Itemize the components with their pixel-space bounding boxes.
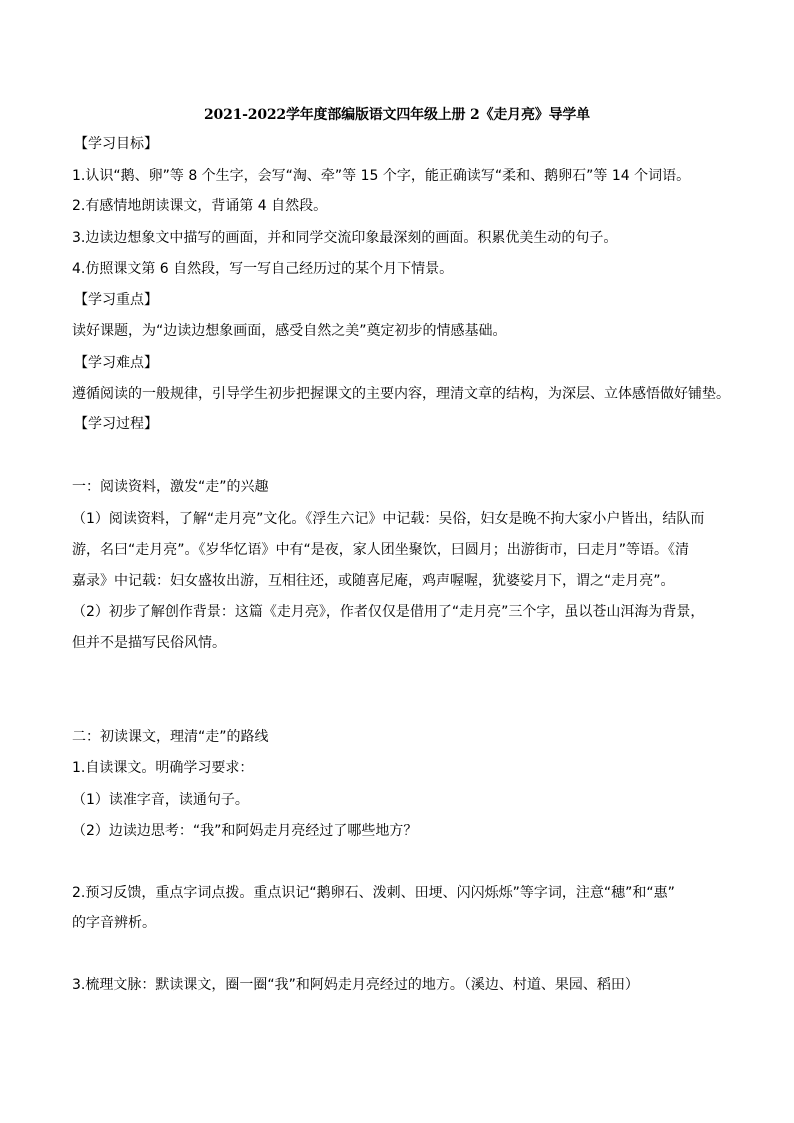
section-two-item-1-sub-2: （2）边读边思考：“我”和阿妈走月亮经过了哪些地方？ [72,823,418,839]
section-two-item-2-line-1: 2.预习反馈，重点字词点拨。重点识记“鹅卵石、泼刺、田埂、闪闪烁烁”等字词，注意“穗”和“惠” [72,885,675,901]
goal-item-4: 4.仿照课文第 6 自然段，写一写自己经历过的某个月下情景。 [72,261,454,277]
heading-difficulties: 【学习难点】 [74,355,158,371]
section-one-para-2-line-2: 但并不是描写民俗风情。 [72,635,226,651]
goal-item-3: 3.边读边想象文中描写的画面，并和同学交流印象最深刻的画面。积累优美生动的句子。 [72,230,618,246]
section-two-item-1: 1.自读课文。明确学习要求： [72,760,254,776]
section-one-para-1-line-1: （1）阅读资料，了解“走月亮”文化。《浮生六记》中记载：吴俗，妇女是晚不拘大家小户皆出，结队而 [72,511,705,527]
heading-learning-goals: 【学习目标】 [74,136,158,152]
section-one-para-1-line-2: 游，名曰“走月亮”。《岁华忆语》中有“是夜，家人团坐聚饮，曰圆月；出游街市，曰走月”等语。《清 [72,542,690,558]
section-two-item-3: 3.梳理文脉：默读课文，圈一圈“我”和阿妈走月亮经过的地方。（溪边、村道、果园、稻田） [72,977,639,993]
section-two-item-1-sub-1: （1）读准字音，读通句子。 [72,792,249,808]
section-two-title: 二：初读课文，理清“走”的路线 [72,729,269,745]
goal-item-2: 2.有感情地朗读课文，背诵第 4 自然段。 [72,198,328,214]
heading-process: 【学习过程】 [74,416,158,432]
section-one-para-2-line-1: （2）初步了解创作背景：这篇《走月亮》，作者仅仅是借用了“走月亮”三个字，虽以苍山洱海为背景， [72,604,705,620]
section-one-para-1-line-3: 嘉录》中记载：妇女盛妆出游，互相往还，或随喜尼庵，鸡声喔喔，犹婆娑月下，谓之“走月亮”。 [72,573,675,589]
difficulties-text: 遵循阅读的一般规律，引导学生初步把握课文的主要内容，理清文章的结构，为深层、立体感悟做好铺垫。 [72,386,730,402]
section-two-item-2-line-2: 的字音辨析。 [72,915,156,931]
section-one-title: 一：阅读资料，激发“走”的兴趣 [72,479,269,495]
document-title: 2021-2022学年度部编版语文四年级上册 2《走月亮》导学单 [204,107,590,123]
heading-key-points: 【学习重点】 [74,292,158,308]
key-points-text: 读好课题，为“边读边想象画面，感受自然之美”奠定初步的情感基础。 [72,323,507,339]
goal-item-1: 1.认识“鹅、卵”等 8 个生字，会写“淘、牵”等 15 个字，能正确读写“柔和、鹅卵石”等 14 个词语。 [72,168,691,184]
